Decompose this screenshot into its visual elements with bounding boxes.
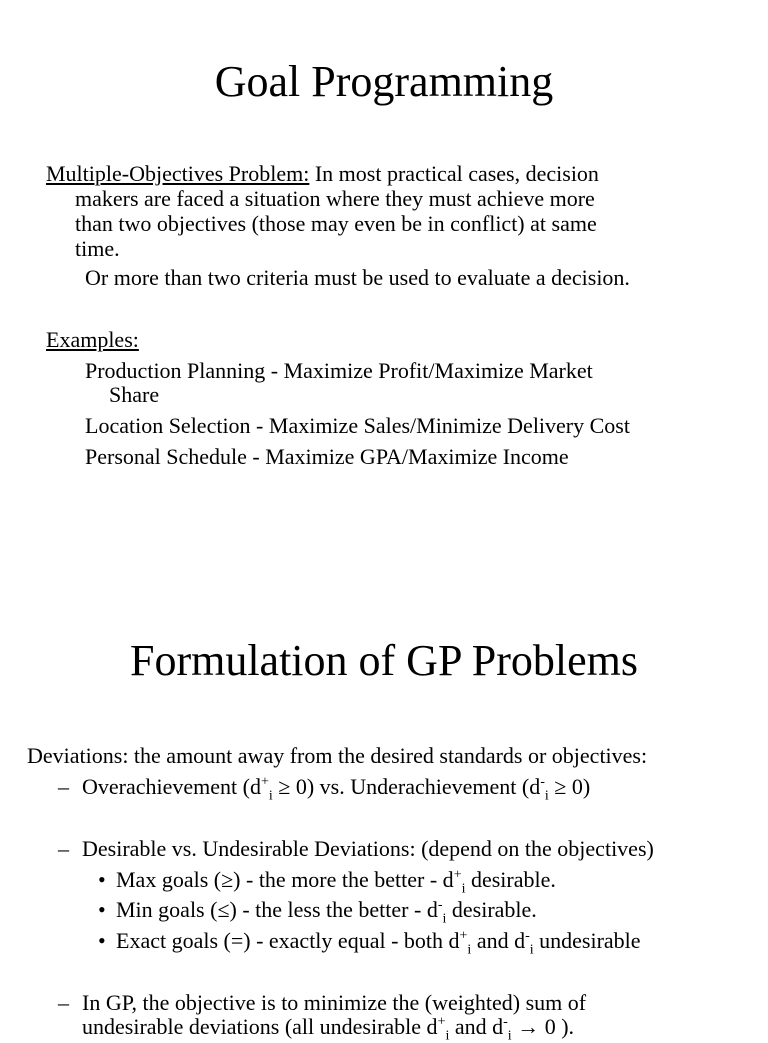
min-sub: i [442,911,447,927]
over-sub: i [268,788,273,804]
example-personal: Personal Schedule - Maximize GPA/Maximize Income [85,444,569,469]
gp-sup-1: + [437,1014,446,1030]
max-sub: i [461,881,466,897]
dash-marker: – [58,836,69,861]
exact-sub-1: i [467,942,472,958]
mop-line-4: time. [75,236,120,261]
example-production-line1: Production Planning - Maximize Profit/Maximize Market [85,358,593,383]
max-text-a: Max goals (≥) - the more the better - d [116,867,454,892]
over-under-text-a: Overachievement (d [82,774,261,799]
gp-sub-2: i [507,1028,512,1043]
desirable-heading: Desirable vs. Undesirable Deviations: (depend on the objectives) [82,836,654,861]
deviations-intro: Deviations: the amount away from the desired standards or objectives: [27,743,648,768]
mop-label: Multiple-Objectives Problem: [46,161,310,186]
bullet-max-goals [98,867,556,897]
bullet-marker: • [98,867,106,892]
bullet-min-goals [98,897,537,927]
mop-line-2: makers are faced a situation where they must achieve more [75,186,595,211]
over-under-text-c: ≥ 0) [548,774,591,799]
mop-line-1 [46,161,599,186]
or-criteria-text: Or more than two criteria must be used to evaluate a decision. [85,265,630,290]
example-production-line2: Share [109,382,160,407]
gp-objective-item [58,990,586,1015]
exact-text-a: Exact goals (=) - exactly equal - both d [116,928,460,953]
gp-sup-2: - [503,1014,508,1030]
exact-sup-1: + [459,928,468,944]
gp-objective-line2-c: → 0 ). [511,1014,575,1039]
examples-heading: Examples: [46,327,139,352]
desirable-item [58,836,654,861]
examples-label [46,327,139,352]
bullet-marker: • [98,897,106,922]
example-location: Location Selection - Maximize Sales/Minimize Delivery Cost [85,413,630,438]
exact-sub-2: i [529,942,534,958]
exact-text-b: and d [471,928,526,953]
min-text-a: Min goals (≤) - the less the better - d [116,897,438,922]
slide2-title: Formulation of GP Problems [129,636,639,685]
min-sup: - [437,897,443,913]
over-sup: + [260,774,269,790]
exact-sup-2: - [525,928,530,944]
over-under-item [58,774,591,804]
slide1-title: Goal Programming [214,57,554,106]
mop-line-3: than two objectives (those may even be in conflict) at same [75,211,597,236]
bullet-marker: • [98,928,106,953]
gp-objective-line-2 [82,1014,575,1043]
dash-marker: – [58,990,69,1015]
over-under-text-b: ≥ 0) vs. Underachievement (d [272,774,541,799]
max-sup: + [453,867,462,883]
under-sub: i [544,788,549,804]
dash-marker: – [58,774,69,799]
bullet-exact-goals [98,928,641,958]
min-text-b: desirable. [446,897,537,922]
under-sup: - [540,774,545,790]
gp-objective-line2-b: and d [449,1014,504,1039]
max-text-b: desirable. [465,867,556,892]
gp-objective-line2-a: undesirable deviations (all undesirable d [82,1014,438,1039]
gp-objective-text: In GP, the objective is to minimize the (weighted) sum of [82,990,587,1015]
gp-sub-1: i [445,1028,450,1043]
exact-text-c: undesirable [533,928,641,953]
mop-text-1: In most practical cases, decision [309,161,599,186]
